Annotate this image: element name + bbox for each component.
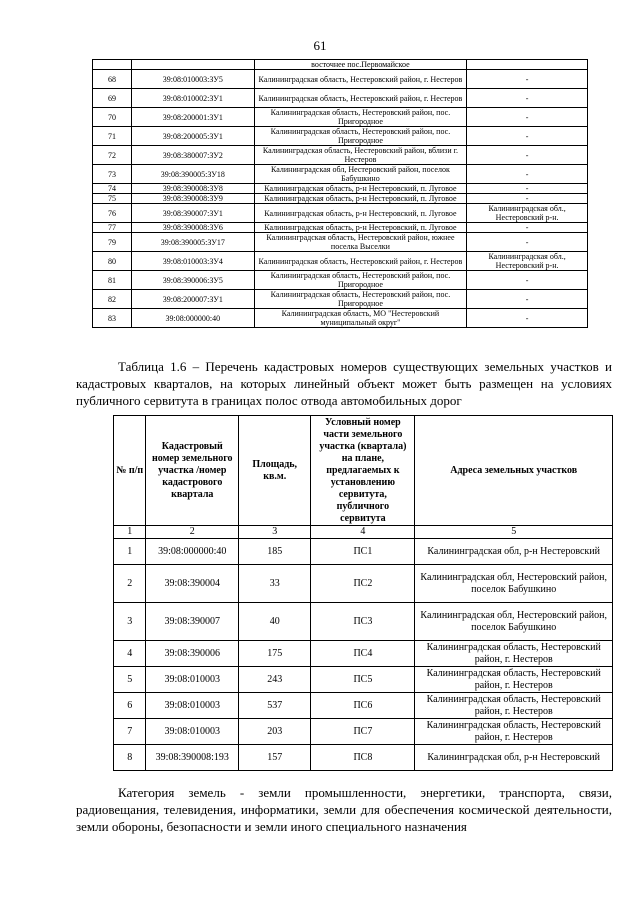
row-number: 76 [93, 204, 132, 223]
column-number-row [114, 526, 613, 539]
table-row [93, 89, 588, 108]
parcel-note: Калининградская обл., Нестеровский р-н. [467, 204, 588, 223]
parcel-address: Калининградская область, Нестеровский район, г. Нестеров [254, 252, 466, 271]
row-number: 1 [114, 539, 146, 565]
cadastral-number: 39:08:200001:ЗУ1 [131, 108, 254, 127]
table-cell [467, 60, 588, 70]
parcel-address: Калининградская обл, р-н Нестеровский [415, 745, 613, 771]
parcel-address: Калининградская область, Нестеровский район, г. Нестеров [254, 70, 466, 89]
cadastral-number: 39:08:010003:ЗУ4 [131, 252, 254, 271]
row-number: 83 [93, 309, 132, 328]
cadastral-number: 39:08:390005:ЗУ17 [131, 233, 254, 252]
table-row [93, 290, 588, 309]
page-number: 61 [313, 38, 327, 53]
table-body [93, 70, 588, 328]
row-number: 6 [114, 693, 146, 719]
row-number: 2 [114, 565, 146, 603]
table-row [93, 271, 588, 290]
parcel-address: Калининградская область, МО "Нестеровский муниципальный округ" [254, 309, 466, 328]
cadastral-number: 39:08:380007:ЗУ2 [131, 146, 254, 165]
table-row [114, 565, 613, 603]
row-number: 5 [114, 667, 146, 693]
parcel-note: - [467, 127, 588, 146]
parcel-address: Калининградская область, Нестеровский район, пос. Пригородное [254, 290, 466, 309]
header-area: Площадь, кв.м. [239, 416, 311, 526]
parcel-note: - [467, 223, 588, 233]
cadastral-number: 39:08:390006 [146, 641, 239, 667]
table-row [93, 146, 588, 165]
header-number: № п/п [114, 416, 146, 526]
parcel-address: Калининградская область, Нестеровский район, г. Нестеров [254, 89, 466, 108]
header-cadastral-number: Кадастровый номер земельного участка /номер кадастрового квартала [146, 416, 239, 526]
parcel-note: - [467, 290, 588, 309]
parcel-note: Калининградская обл., Нестеровский р-н. [467, 252, 588, 271]
table-row [114, 641, 613, 667]
column-number: 4 [311, 526, 415, 539]
parcel-address: Калининградская область, р-н Нестеровский, п. Луговое [254, 223, 466, 233]
table-row [114, 745, 613, 771]
servitude-code: ПС8 [311, 745, 415, 771]
table-caption: Таблица 1.6 – Перечень кадастровых номеров существующих земельных участков и кадастровых кварталов, на которых линейный объект может быть размещен на условиях публичного сервитута в границах полос отвода автомобильных дорог [76, 359, 612, 408]
table-row [93, 204, 588, 223]
servitude-code: ПС5 [311, 667, 415, 693]
cadastral-number: 39:08:010003 [146, 667, 239, 693]
parcel-area: 157 [239, 745, 311, 771]
table-body [114, 539, 613, 771]
row-number: 74 [93, 184, 132, 194]
cadastral-number: 39:08:200005:ЗУ1 [131, 127, 254, 146]
cadastral-number: 39:08:010003:ЗУ5 [131, 70, 254, 89]
parcel-address: Калининградская область, Нестеровский район, пос. Пригородное [254, 108, 466, 127]
table-row [93, 127, 588, 146]
table-row [93, 60, 588, 70]
parcel-area: 40 [239, 603, 311, 641]
table-cell: восточнее пос.Первомайское [254, 60, 466, 70]
land-category-paragraph: Категория земель - земли промышленности, энергетики, транспорта, связи, радиовещания, телевидения, информатики, земли для обеспечения космической деятельности, земли обороны, безопасности и земли иного специального назначения [76, 785, 612, 834]
parcel-address: Калининградская обл, Нестеровский район, поселок Бабушкино [254, 165, 466, 184]
parcel-area: 243 [239, 667, 311, 693]
column-number: 1 [114, 526, 146, 539]
servitude-code: ПС2 [311, 565, 415, 603]
cadastral-number: 39:08:010002:ЗУ1 [131, 89, 254, 108]
parcel-address: Калининградская обл, Нестеровский район, поселок Бабушкино [415, 603, 613, 641]
parcels-continuation-table [92, 59, 588, 328]
parcel-address: Калининградская область, Нестеровский район, пос. Пригородное [254, 127, 466, 146]
parcel-address: Калининградская область, р-н Нестеровский, п. Луговое [254, 184, 466, 194]
table-row [93, 184, 588, 194]
servitude-code: ПС4 [311, 641, 415, 667]
cadastral-number: 39:08:000000:40 [146, 539, 239, 565]
column-number: 5 [415, 526, 613, 539]
parcel-note: - [467, 146, 588, 165]
row-number: 73 [93, 165, 132, 184]
row-number: 7 [114, 719, 146, 745]
table-row [93, 223, 588, 233]
cadastral-number: 39:08:390008:193 [146, 745, 239, 771]
table-row [93, 252, 588, 271]
cadastral-number: 39:08:390006:ЗУ5 [131, 271, 254, 290]
row-number: 79 [93, 233, 132, 252]
cadastral-number: 39:08:390008:ЗУ6 [131, 223, 254, 233]
parcel-area: 33 [239, 565, 311, 603]
column-number: 3 [239, 526, 311, 539]
row-number: 4 [114, 641, 146, 667]
parcel-address: Калининградская область, Нестеровский район, пос. Пригородное [254, 271, 466, 290]
parcel-note: - [467, 89, 588, 108]
parcel-address: Калининградская область, Нестеровский район, г. Нестеров [415, 693, 613, 719]
row-number: 8 [114, 745, 146, 771]
column-number: 2 [146, 526, 239, 539]
parcel-note: - [467, 165, 588, 184]
parcel-note: - [467, 271, 588, 290]
servitude-code: ПС3 [311, 603, 415, 641]
row-number: 72 [93, 146, 132, 165]
row-number: 75 [93, 194, 132, 204]
table-row [93, 194, 588, 204]
row-number: 68 [93, 70, 132, 89]
parcel-address: Калининградская область, Нестеровский район, г. Нестеров [415, 719, 613, 745]
parcel-area: 203 [239, 719, 311, 745]
parcel-note: - [467, 309, 588, 328]
table-cell [131, 60, 254, 70]
row-number: 81 [93, 271, 132, 290]
table-row [114, 539, 613, 565]
cadastral-number: 39:08:390007 [146, 603, 239, 641]
cadastral-number: 39:08:010003 [146, 719, 239, 745]
table-header-row [114, 416, 613, 526]
table-row [114, 603, 613, 641]
servitude-code: ПС7 [311, 719, 415, 745]
table-row [114, 693, 613, 719]
servitude-code: ПС1 [311, 539, 415, 565]
table-row [93, 165, 588, 184]
row-number: 3 [114, 603, 146, 641]
row-number: 80 [93, 252, 132, 271]
table-row [93, 70, 588, 89]
row-number: 69 [93, 89, 132, 108]
header-address: Адреса земельных участков [415, 416, 613, 526]
row-number: 77 [93, 223, 132, 233]
parcel-address: Калининградская обл, р-н Нестеровский [415, 539, 613, 565]
parcel-address: Калининградская обл, Нестеровский район, поселок Бабушкино [415, 565, 613, 603]
parcel-note: - [467, 108, 588, 127]
cadastral-number: 39:08:000000:40 [131, 309, 254, 328]
parcel-address: Калининградская область, Нестеровский район, г. Нестеров [415, 667, 613, 693]
table-row [93, 309, 588, 328]
table-row [93, 108, 588, 127]
parcel-address: Калининградская область, Нестеровский район, южнее поселка Выселки [254, 233, 466, 252]
cadastral-number: 39:08:390005:ЗУ18 [131, 165, 254, 184]
cadastral-number: 39:08:390008:ЗУ9 [131, 194, 254, 204]
parcel-address: Калининградская область, Нестеровский район, вблизи г. Нестеров [254, 146, 466, 165]
table-row [93, 233, 588, 252]
cadastral-number: 39:08:200007:ЗУ1 [131, 290, 254, 309]
cadastral-number: 39:08:010003 [146, 693, 239, 719]
table-row [114, 667, 613, 693]
table-cell [93, 60, 132, 70]
cadastral-number: 39:08:390008:ЗУ8 [131, 184, 254, 194]
cadastral-number: 39:08:390007:ЗУ1 [131, 204, 254, 223]
row-number: 82 [93, 290, 132, 309]
row-number: 70 [93, 108, 132, 127]
parcel-note: - [467, 184, 588, 194]
servitude-code: ПС6 [311, 693, 415, 719]
parcel-area: 185 [239, 539, 311, 565]
parcel-address: Калининградская область, Нестеровский район, г. Нестеров [415, 641, 613, 667]
table-row [114, 719, 613, 745]
parcel-address: Калининградская область, р-н Нестеровский, п. Луговое [254, 194, 466, 204]
servitude-parcels-table [113, 415, 613, 771]
parcel-note: - [467, 70, 588, 89]
parcel-note: - [467, 233, 588, 252]
parcel-area: 537 [239, 693, 311, 719]
row-number: 71 [93, 127, 132, 146]
parcel-note: - [467, 194, 588, 204]
header-servitude-code: Условный номер части земельного участка (квартала) на плане, предлагаемых к установлению сервитута, публичного сервитута [311, 416, 415, 526]
cadastral-number: 39:08:390004 [146, 565, 239, 603]
parcel-area: 175 [239, 641, 311, 667]
parcel-address: Калининградская область, р-н Нестеровский, п. Луговое [254, 204, 466, 223]
